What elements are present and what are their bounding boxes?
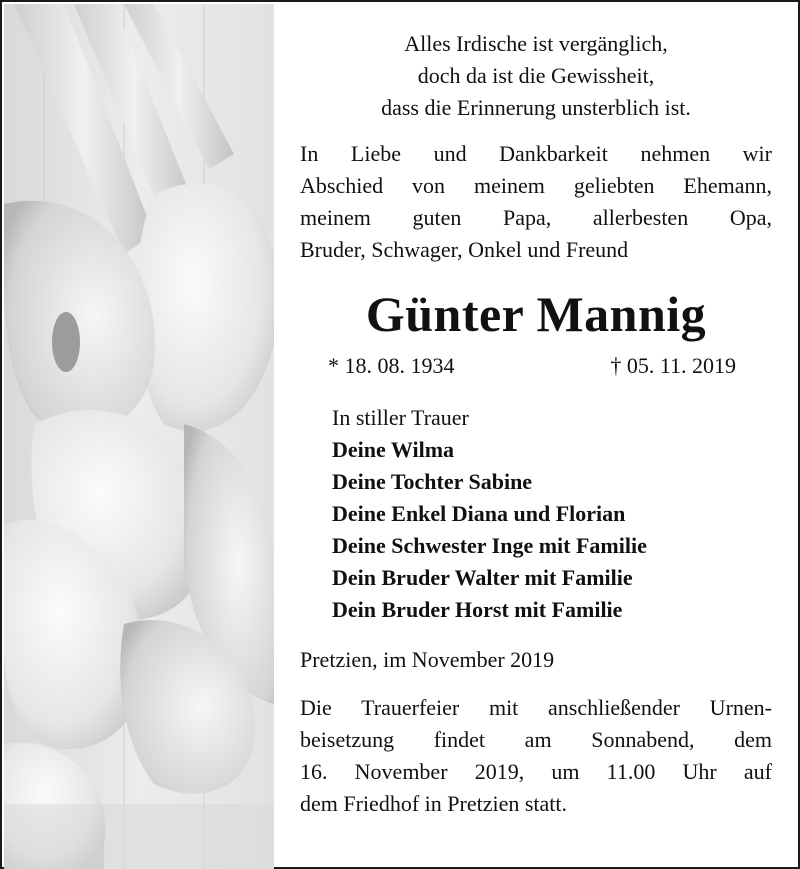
verse-line: doch da ist die Gewissheit,	[417, 63, 655, 88]
notice-text	[300, 28, 772, 820]
funeral-line: beisetzung findet am Sonnabend, dem	[300, 727, 772, 752]
mourners-list	[332, 402, 772, 626]
memorial-verse	[300, 28, 772, 124]
calla-lilies-image	[4, 4, 274, 869]
mourner: Dein Bruder Walter mit Familie	[332, 565, 633, 590]
mourner: Deine Wilma	[332, 437, 455, 462]
intro-line: meinem guten Papa, allerbesten Opa,	[300, 205, 772, 230]
mourner: Deine Schwester Inge mit Familie	[332, 533, 647, 558]
verse-line: Alles Irdische ist vergänglich,	[404, 31, 668, 56]
birth-date: * 18. 08. 1934	[328, 353, 455, 378]
funeral-line: 16. November 2019, um 11.00 Uhr auf	[300, 759, 772, 784]
intro-line: In Liebe und Dankbarkeit nehmen wir	[300, 141, 772, 166]
mourner: Deine Tochter Sabine	[332, 469, 533, 494]
funeral-line: dem Friedhof in Pretzien statt.	[300, 791, 567, 816]
mourner: Deine Enkel Diana und Florian	[332, 501, 626, 526]
funeral-line: Die Trauerfeier mit anschließender Urnen-	[300, 695, 772, 720]
funeral-details	[300, 692, 772, 820]
place-and-date: Pretzien, im November 2019	[300, 647, 555, 672]
deceased-name: Günter Mannig	[365, 286, 707, 342]
verse-line: dass die Erinnerung unsterblich ist.	[381, 95, 691, 120]
calla-lilies-photo	[4, 4, 274, 869]
life-dates	[300, 350, 772, 382]
mourner: Dein Bruder Horst mit Familie	[332, 597, 623, 622]
mourners-lead: In stiller Trauer	[332, 405, 469, 430]
farewell-intro	[300, 138, 772, 266]
intro-line: Abschied von meinem geliebten Ehemann,	[300, 173, 772, 198]
death-date: † 05. 11. 2019	[610, 353, 736, 378]
intro-line: Bruder, Schwager, Onkel und Freund	[300, 237, 629, 262]
